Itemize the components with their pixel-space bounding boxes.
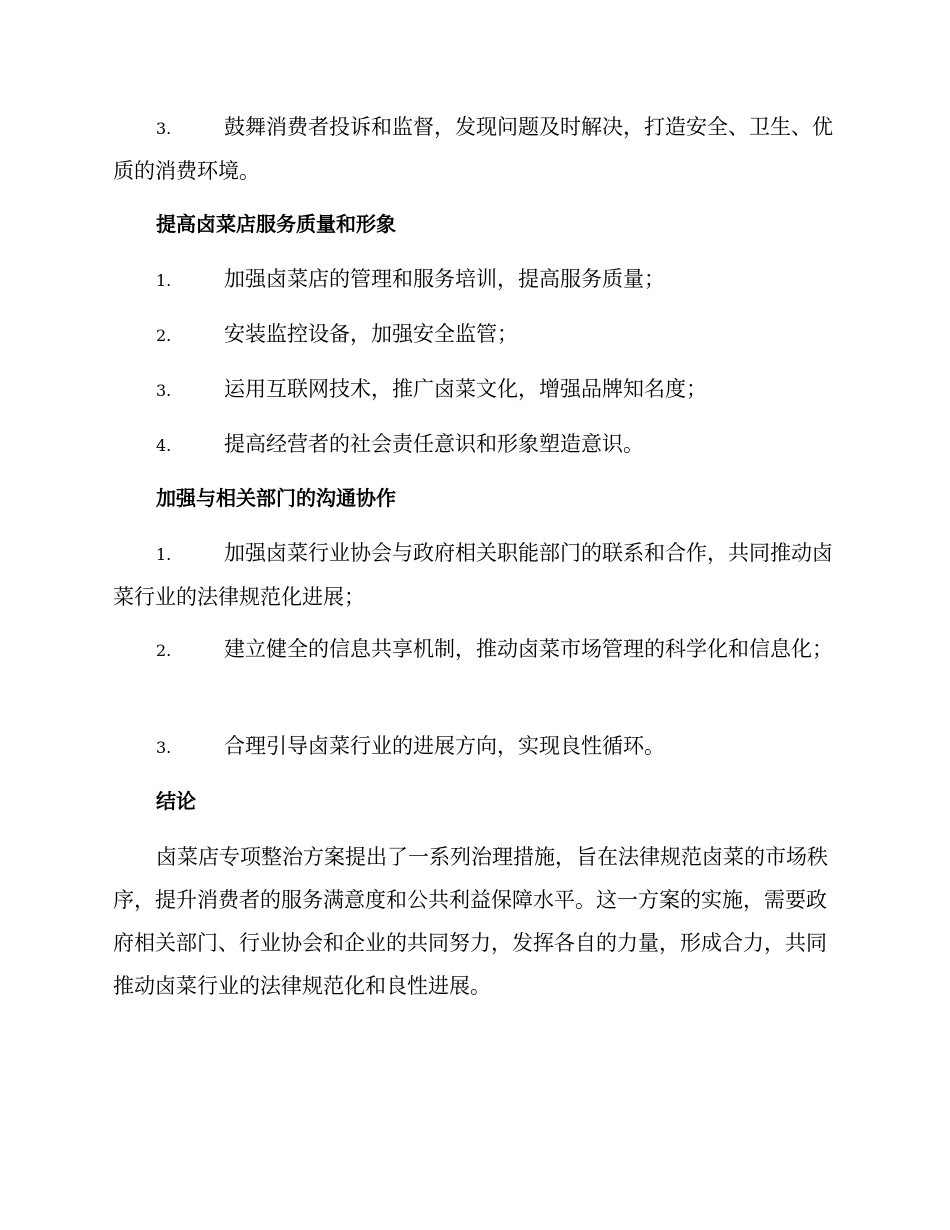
list-item: [113, 106, 833, 193]
list-item-text: 合理引导卤菜行业的进展方向，实现良性循环。: [224, 734, 665, 758]
list-item: [113, 628, 833, 672]
list-item: [113, 532, 833, 619]
conclusion-paragraph: 卤菜店专项整治方案提出了一系列治理措施，旨在法律规范卤菜的市场秩序，提升消费者的服务满意度和公共利益保障水平。这一方案的实施，需要政府相关部门、行业协会和企业的共同努力，发挥各自的力量，形成合力，共同推动卤菜行业的法律规范化和良性进展。: [113, 845, 828, 998]
list-item-text: 鼓舞消费者投诉和监督，发现问题及时解决，打造安全、卫生、优质的消费环境。: [113, 115, 833, 183]
list-item-text: 安装监控设备，加强安全监管；: [224, 322, 518, 346]
list-item: [113, 368, 833, 412]
list-item-text: 加强卤菜行业协会与政府相关职能部门的联系和合作，共同推动卤菜行业的法律规范化进展；: [113, 541, 833, 609]
section-heading: 提高卤菜店服务质量和形象: [156, 212, 396, 236]
list-item: [113, 313, 833, 357]
list-item-number: 4.: [156, 436, 172, 455]
list-item-number: 3.: [156, 381, 172, 400]
list-item: [113, 423, 833, 467]
list-item-number: 2.: [156, 326, 172, 345]
list-item-text: 提高经营者的社会责任意识和形象塑造意识。: [224, 432, 644, 456]
list-item-number: 3.: [156, 738, 172, 757]
list-item-text: 运用互联网技术，推广卤菜文化，增强品牌知名度；: [224, 377, 707, 401]
list-item-number: 3.: [156, 119, 172, 138]
section-heading: 加强与相关部门的沟通协作: [156, 486, 396, 510]
list-item-number: 2.: [156, 641, 172, 660]
list-item-number: 1.: [156, 545, 172, 564]
list-item-text: 建立健全的信息共享机制，推动卤菜市场管理的科学化和信息化；: [224, 637, 833, 661]
list-item-number: 1.: [156, 271, 172, 290]
section-heading: 结论: [156, 789, 196, 813]
list-item: [113, 725, 833, 769]
list-item: [113, 258, 833, 302]
list-item-text: 加强卤菜店的管理和服务培训，提高服务质量；: [224, 267, 665, 291]
